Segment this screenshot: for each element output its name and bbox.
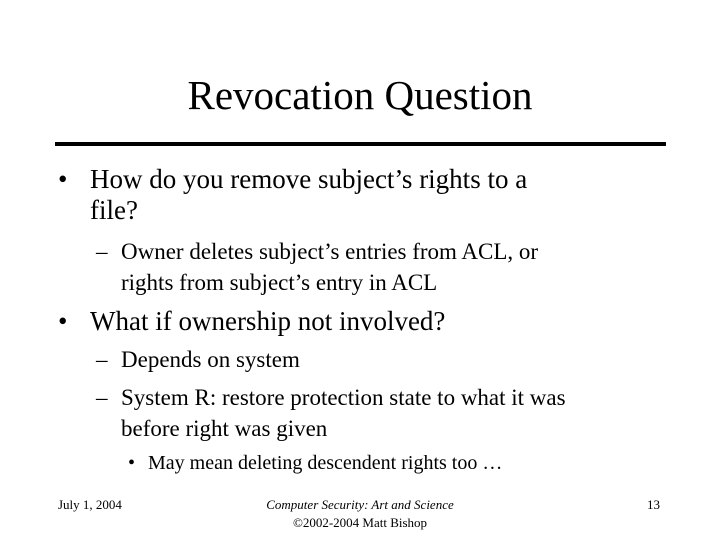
sub-sub-item-text-line: May mean deleting descendent rights too …	[148, 452, 503, 474]
bullet-text	[90, 306, 445, 337]
title-underline-rule	[55, 142, 666, 146]
bullet-text-line: How do you remove subject’s rights to a	[90, 164, 528, 194]
sub-item-text	[121, 344, 300, 375]
sub-sub-item-text	[148, 451, 502, 475]
dash-marker: –	[96, 347, 108, 372]
sub-item-text	[121, 236, 538, 298]
sub-item-text-line: Owner deletes subject’s entries from ACL, or	[121, 239, 539, 264]
sub-item-system-r	[96, 382, 566, 444]
sub-sub-item-descendent-rights	[128, 451, 502, 475]
bullet-text-line: What if ownership not involved?	[90, 306, 446, 336]
footer-course-credit	[200, 496, 520, 532]
dash-marker: –	[96, 385, 108, 410]
bullet-marker: •	[128, 452, 136, 474]
sub-item-owner-deletes	[96, 236, 538, 298]
footer-copyright: ©2002-2004 Matt Bishop	[292, 515, 428, 530]
sub-item-text	[121, 382, 566, 444]
footer-page-number: 13	[647, 497, 660, 512]
bullet-text	[90, 164, 527, 226]
sub-item-text-line: before right was given	[121, 416, 328, 441]
sub-item-text-line: rights from subject’s entry in ACL	[121, 270, 438, 295]
bullet-marker: •	[58, 306, 68, 336]
footer-course-title: Computer Security: Art and Science	[266, 497, 454, 512]
dash-marker: –	[96, 239, 108, 264]
sub-item-depends-on-system	[96, 344, 300, 375]
slide-title: Revocation Question	[187, 72, 533, 118]
sub-item-text-line: System R: restore protection state to what it was	[121, 385, 566, 410]
sub-item-text-line: Depends on system	[121, 347, 300, 372]
footer-date: July 1, 2004	[58, 497, 122, 512]
bullet-marker: •	[58, 164, 68, 194]
bullet-item-ownership	[58, 306, 445, 337]
bullet-text-line: file?	[90, 195, 138, 225]
bullet-item-remove-rights	[58, 164, 527, 226]
